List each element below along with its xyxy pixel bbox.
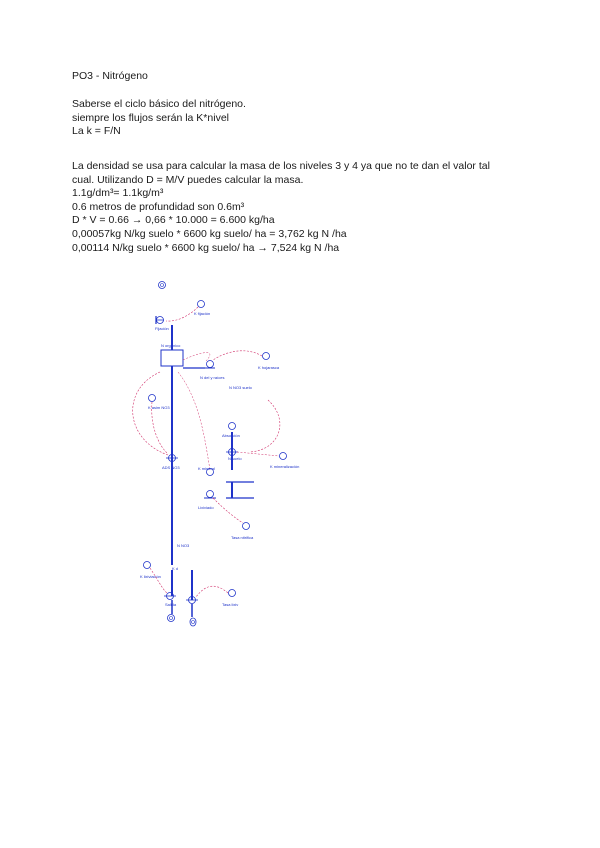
n-no3-suelo-label: N NO3 suelo — [229, 385, 252, 390]
n-suelo-label: N suelo — [228, 456, 242, 461]
document-title: PO3 - Nitrógeno — [72, 70, 148, 82]
text-line: La k = F/N — [72, 125, 121, 138]
k-lixiviacion-converter-icon — [144, 562, 151, 569]
text-line: 1.1g/dm³= 1.1kg/m³ — [72, 187, 164, 200]
source-cloud-icon — [159, 282, 166, 289]
n-del-raices-valve-icon — [205, 361, 215, 369]
k-fijacion-converter-icon — [198, 301, 205, 308]
salida-valve-icon — [164, 593, 176, 600]
connector-arrow — [237, 452, 279, 456]
ads-no3-label: ADS NO3 — [162, 465, 180, 470]
connector-arrow — [183, 353, 210, 361]
tasa-lixiv-label: Tasa lixiv — [222, 602, 239, 607]
salida-label: Salida — [165, 602, 177, 607]
fijacion-valve-icon — [156, 316, 164, 324]
k-asim-no3-converter-icon — [149, 395, 156, 402]
text-line: D * V = 0.66 → 0,66 * 10.000 = 6.600 kg/ha — [72, 214, 275, 227]
connector-arrow — [196, 586, 228, 597]
n-organico-stock — [161, 350, 183, 366]
connector-arrow — [133, 372, 168, 455]
connector-arrow — [213, 498, 243, 523]
k-hojarasca-label: K hojarasca — [258, 365, 280, 370]
connector-arrow — [178, 372, 210, 470]
n-del-raices-label: N del y raíces — [200, 375, 225, 380]
tasa-lixiv-converter-icon — [229, 590, 236, 597]
absorcion-label: Absorción — [222, 433, 240, 438]
connector-arrow — [150, 568, 167, 593]
absorcion-converter-icon — [229, 423, 236, 430]
text-line: cual. Utilizando D = M/V puedes calcular la masa. — [72, 173, 304, 186]
sink-cloud-icon — [190, 618, 196, 626]
text-line: Saberse el ciclo básico del nitrógeno. — [72, 98, 246, 110]
k-mineralizacion-converter-icon — [280, 453, 287, 460]
lixiviado-label: Lixiviado — [198, 505, 214, 510]
k-lixiviacion-label: K lixiviación — [140, 574, 161, 579]
sink-cloud-icon — [168, 615, 175, 622]
k-mineralizacion-label: K mineralización — [270, 464, 300, 469]
tasa-nitrifica-converter-icon — [243, 523, 250, 530]
k-hojarasca-converter-icon — [263, 353, 270, 360]
k-d-label: K d — [172, 566, 179, 571]
connector-arrow — [213, 351, 262, 360]
k-asim-no3-label: K asim NO3 — [148, 405, 170, 410]
lixiviado-valve-icon — [204, 491, 216, 499]
text-line: siempre los flujos serán la K*nivel — [72, 111, 229, 124]
text-line: La densidad se usa para calcular la masa de los niveles 3 y 4 ya que no te dan el valor tal — [72, 160, 490, 172]
fijacion-label: Fijación — [155, 326, 169, 331]
n-organico-label: N orgánico — [161, 343, 181, 348]
connector-arrow — [250, 400, 280, 452]
k-fijacion-label: K fijación — [194, 311, 211, 316]
text-line: 0,00057kg N/kg suelo * 6600 kg suelo/ ha = 3,762 kg N /ha — [72, 227, 347, 240]
text-line: 0.6 metros de profundidad son 0.6m³ — [72, 200, 245, 213]
text-line: 0,00114 N/kg suelo * 6600 kg suelo/ ha → 7,524 kg N /ha — [72, 241, 340, 254]
k-mineral-label: K mineral — [198, 466, 215, 471]
tasa-nitrifica-label: Tasa nitrifica — [231, 535, 254, 540]
n-no3-label: N NO3 — [177, 543, 190, 548]
